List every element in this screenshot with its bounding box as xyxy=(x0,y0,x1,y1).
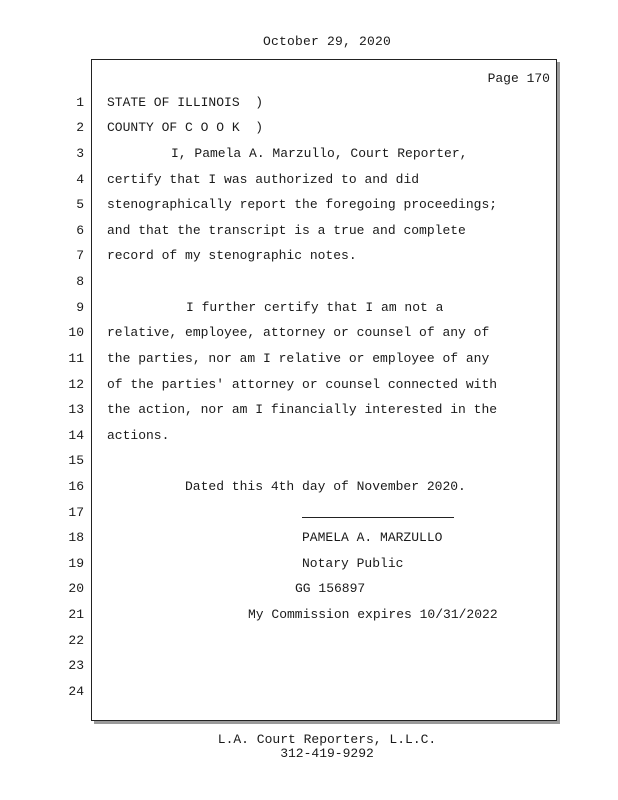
line-text: Dated this 4th day of November 2020. xyxy=(185,479,466,494)
line-number: 19 xyxy=(68,556,84,571)
line-text: the action, nor am I financially interested in the xyxy=(107,402,498,417)
line-text: PAMELA A. MARZULLO xyxy=(302,530,443,545)
line-number: 18 xyxy=(68,530,84,545)
line-number: 11 xyxy=(68,351,84,366)
line-text: of the parties' attorney or counsel connected with xyxy=(107,377,498,392)
line-number: 20 xyxy=(68,581,84,596)
line-text: GG 156897 xyxy=(295,581,366,596)
footer-phone: 312-419-9292 xyxy=(280,746,374,761)
line-text: COUNTY OF C O O K ) xyxy=(107,120,264,135)
line-text: I, Pamela A. Marzullo, Court Reporter, xyxy=(171,146,468,161)
line-text: STATE OF ILLINOIS ) xyxy=(107,95,264,110)
line-number: 16 xyxy=(68,479,84,494)
line-number: 5 xyxy=(76,197,84,212)
line-number: 21 xyxy=(68,607,84,622)
line-text: stenographically report the foregoing proceedings; xyxy=(107,197,498,212)
footer-company: L.A. Court Reporters, L.L.C. xyxy=(217,732,437,747)
line-text: the parties, nor am I relative or employee of any xyxy=(107,351,490,366)
line-number: 22 xyxy=(68,633,84,648)
line-number: 2 xyxy=(76,120,84,135)
line-number: 14 xyxy=(68,428,84,443)
line-number: 6 xyxy=(76,223,84,238)
line-number: 3 xyxy=(76,146,84,161)
line-number: 9 xyxy=(76,300,84,315)
line-number: 4 xyxy=(76,172,84,187)
line-number: 12 xyxy=(68,377,84,392)
line-text: actions. xyxy=(107,428,170,443)
line-text: I further certify that I am not a xyxy=(186,300,444,315)
line-text: My Commission expires 10/31/2022 xyxy=(248,607,498,622)
line-text: record of my stenographic notes. xyxy=(107,248,357,263)
line-number: 24 xyxy=(68,684,84,699)
line-number: 23 xyxy=(68,658,84,673)
page-number: Page 170 xyxy=(487,71,550,86)
line-text: certify that I was authorized to and did xyxy=(107,172,420,187)
line-text: Notary Public xyxy=(302,556,404,571)
line-number: 7 xyxy=(76,248,84,263)
line-number: 1 xyxy=(76,95,84,110)
line-number: 10 xyxy=(68,325,84,340)
line-number: 15 xyxy=(68,453,84,468)
line-text: and that the transcript is a true and complete xyxy=(107,223,466,238)
line-text: relative, employee, attorney or counsel of any of xyxy=(107,325,490,340)
line-number: 8 xyxy=(76,274,84,289)
signature-line xyxy=(302,517,454,518)
line-number: 17 xyxy=(68,505,84,520)
transcript-date: October 29, 2020 xyxy=(262,34,392,49)
line-number: 13 xyxy=(68,402,84,417)
